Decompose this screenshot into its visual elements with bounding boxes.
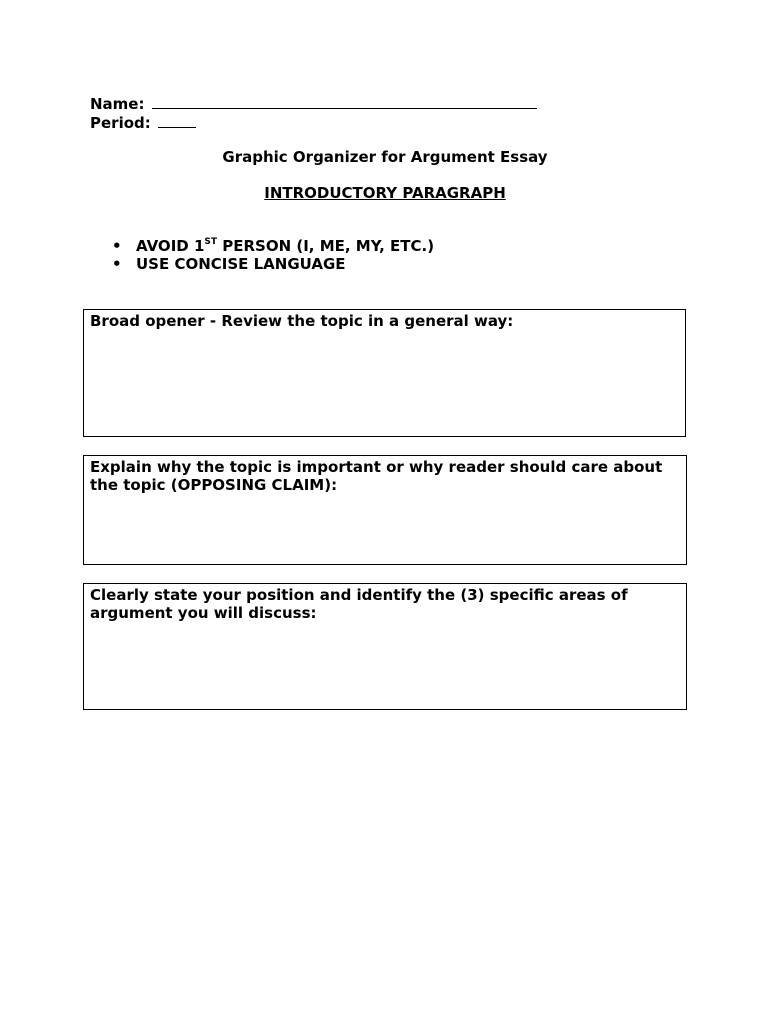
guideline-text-1-post: PERSON (I, ME, MY, ETC.) (217, 237, 435, 255)
name-label: Name: (90, 95, 145, 113)
document-title-text: Graphic Organizer for Argument Essay (222, 148, 548, 166)
importance-box[interactable] (83, 455, 687, 565)
list-item (108, 255, 434, 273)
broad-opener-prompt: Broad opener - Review the topic in a general way: (90, 312, 514, 330)
period-line (90, 113, 196, 132)
guideline-text-1-sup: ST (204, 237, 218, 247)
guideline-text-2: USE CONCISE LANGUAGE (136, 255, 346, 273)
guideline-text-1-pre: AVOID 1 (136, 237, 205, 255)
bullet-icon: • (112, 255, 122, 273)
section-heading (0, 184, 770, 202)
broad-opener-box[interactable] (83, 309, 686, 437)
period-blank[interactable] (158, 113, 196, 128)
name-blank[interactable] (152, 94, 537, 109)
list-item (108, 237, 434, 255)
importance-prompt: Explain why the topic is important or why reader should care about the topic (OPPOSING CLAIM): (90, 458, 663, 494)
bullet-icon: • (112, 237, 122, 255)
position-prompt: Clearly state your position and identify the (3) specific areas of argument you will discuss: (90, 586, 628, 622)
section-heading-text: INTRODUCTORY PARAGRAPH (264, 184, 506, 202)
position-box[interactable] (83, 583, 687, 710)
document-title (0, 148, 770, 166)
period-label: Period: (90, 114, 151, 132)
name-line (90, 94, 537, 113)
guidelines-list (108, 237, 434, 273)
